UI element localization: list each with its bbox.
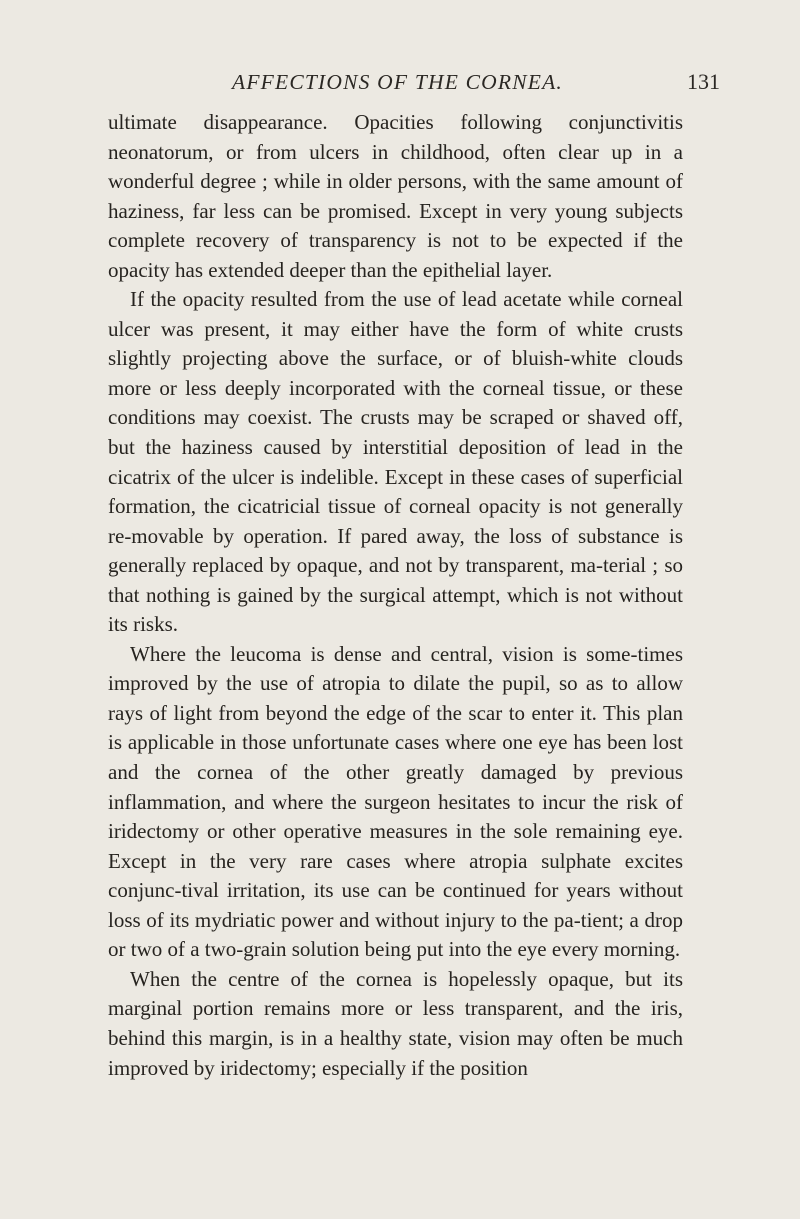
running-header-title: AFFECTIONS OF THE CORNEA.	[232, 70, 563, 94]
page-number: 131	[687, 69, 720, 94]
body-text	[108, 108, 683, 1083]
paragraph-1: ultimate disappearance. Opacities following conjunctivitis neonatorum, or from ulcers in childhood, often clear up in a wonderful degree ; while in older persons, with the same amount of haziness, far less can be promised. Except in very young subjects complete recovery of transparency is not to be expected if the opacity has extended deeper than the epithelial layer.	[108, 110, 683, 282]
paragraph-3: Where the leucoma is dense and central, vision is some-times improved by the use of atropia to dilate the pupil, so as to allow rays of light from beyond the edge of the scar to enter it. This plan is applicable in those unfortunate cases where one eye has been lost and the cornea of the other greatly damaged by previous inflammation, and where the surgeon hesitates to incur the risk of iridectomy or other operative measures in the sole remaining eye. Except in the very rare cases where atropia sulphate excites conjunc-tival irritation, its use can be continued for years without loss of its mydriatic power and without injury to the pa-tient; a drop or two of a two-grain solution being put into the eye every morning.	[108, 641, 683, 962]
paragraph-4: When the centre of the cornea is hopelessly opaque, but its marginal portion remains more or less transparent, and the iris, behind this margin, is in a healthy state, vision may often be much improved by iridectomy; especially if the position	[108, 966, 683, 1080]
paragraph-2: If the opacity resulted from the use of lead acetate while corneal ulcer was present, it may either have the form of white crusts slightly projecting above the surface, or of bluish-white clouds more or less deeply incorporated with the corneal tissue, or these conditions may coexist. The crusts may be scraped or shaved off, but the haziness caused by interstitial deposition of lead in the cicatrix of the ulcer is indelible. Except in these cases of superficial formation, the cicatricial tissue of corneal opacity is not generally re-movable by operation. If pared away, the loss of substance is generally replaced by opaque, and not by transparent, ma-terial ; so that nothing is gained by the surgical attempt, which is not without its risks.	[108, 287, 683, 637]
